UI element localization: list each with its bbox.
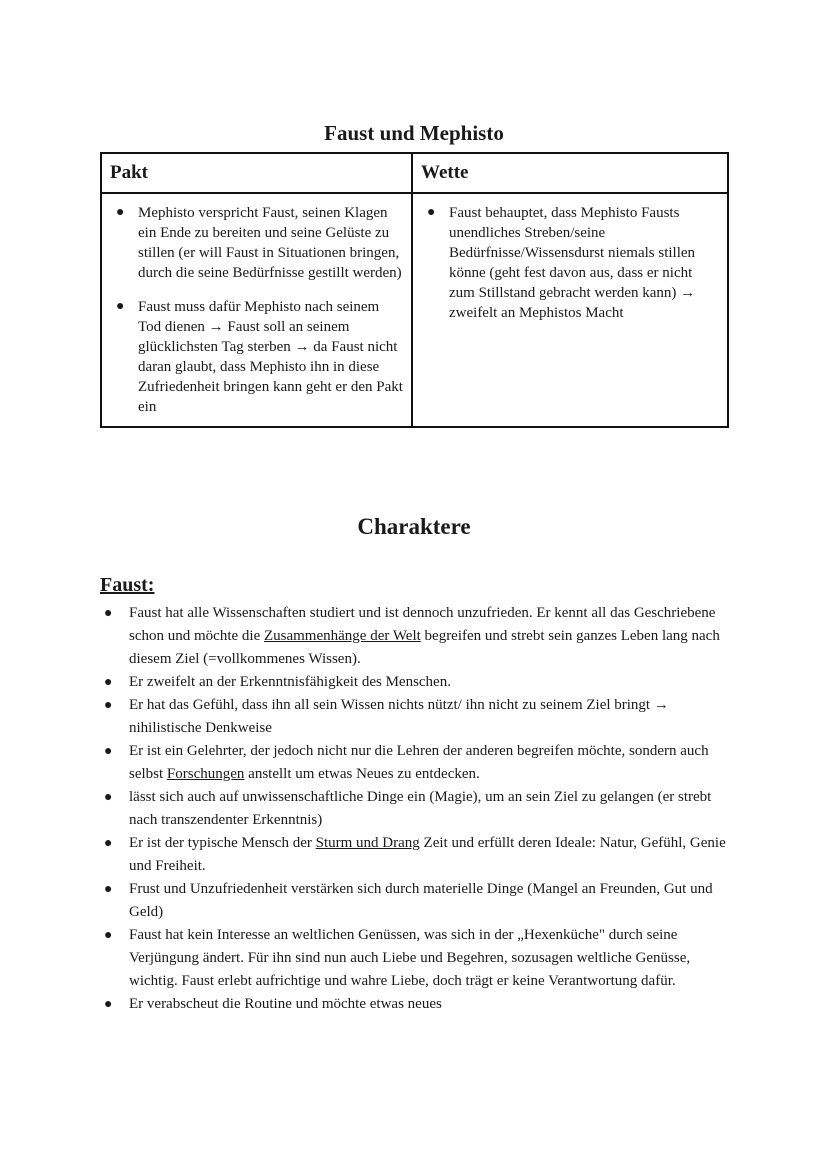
- list-item: [100, 878, 732, 924]
- bullet-icon: ●: [104, 698, 113, 713]
- bullet-icon: ●: [104, 675, 113, 690]
- underlined-term: Forschungen: [166, 766, 245, 782]
- list-item: [100, 993, 732, 1016]
- trait-text: Er ist der typische Mensch der: [129, 835, 316, 851]
- table-header-wette: Wette: [412, 153, 728, 193]
- table-row: [101, 193, 728, 427]
- list-item: [100, 671, 732, 694]
- bullet-icon: ●: [104, 997, 113, 1012]
- list-item: [100, 602, 732, 671]
- bullet-icon: ●: [427, 205, 436, 220]
- table-header-row: [101, 153, 728, 193]
- trait-text-continued: begreifen und strebt sein ganzes Leben lang nach diesem Ziel (=vollkommenes Wissen).: [129, 628, 720, 667]
- list-item: [100, 786, 732, 832]
- faust-trait-list: [100, 602, 732, 1016]
- trait-text: Faust hat alle Wissenschaften studiert und ist dennoch unzufrieden. Er kennt all das Geschriebene schon und möchte die: [129, 605, 716, 644]
- trait-text: Er zweifelt an der Erkenntnisfähigkeit des Menschen.: [129, 674, 451, 690]
- pakt-list: [110, 203, 403, 417]
- bullet-icon: ●: [116, 205, 125, 220]
- bullet-icon: ●: [104, 928, 113, 943]
- bullet-icon: ●: [104, 836, 113, 851]
- bullet-icon: ●: [116, 299, 125, 314]
- trait-text-continued: anstellt um etwas Neues zu entdecken.: [244, 766, 480, 782]
- trait-text: Er hat das Gefühl, dass ihn all sein Wissen nichts nützt/ ihn nicht zu seinem Ziel bringt → nihilistische Denkweise: [129, 697, 669, 736]
- bullet-icon: ●: [104, 606, 113, 621]
- pakt-item-text: Faust muss dafür Mephisto nach seinem Tod dienen → Faust soll an seinem glücklichsten Tag sterben → da Faust nicht daran glaubt, dass Mephisto ihn in diese Zufriedenheit bringen kann geht er den Pakt ein: [138, 299, 403, 415]
- pakt-cell: [101, 193, 412, 427]
- trait-text: Er verabscheut die Routine und möchte etwas neues: [129, 996, 442, 1012]
- table-header-pakt: Pakt: [101, 153, 412, 193]
- list-item: [110, 203, 403, 283]
- trait-text: Faust hat kein Interesse an weltlichen Genüssen, was sich in der „Hexenküche" durch seine Verjüngung ändert. Für ihn sind nun auch Liebe und Begehren, sozusagen weltliche Genüsse, wichtig. Faust erlebt aufrichtige und wahre Liebe, doch trägt er keine Verantwortung dafür.: [129, 927, 691, 989]
- list-item: [100, 832, 732, 878]
- bullet-icon: ●: [104, 882, 113, 897]
- wette-cell: [412, 193, 728, 427]
- pakt-item-text: Mephisto verspricht Faust, seinen Klagen ein Ende zu bereiten und seine Gelüste zu stillen (er will Faust in Situationen bringen, durch die seine Bedürfnisse gestillt werden): [138, 205, 402, 281]
- trait-text: Frust und Unzufriedenheit verstärken sich durch materielle Dinge (Mangel an Freunden, Gut und Geld): [129, 881, 713, 920]
- underlined-term: Sturm und Drang: [315, 835, 420, 851]
- list-item: [100, 740, 732, 786]
- wette-item-text: Faust behauptet, dass Mephisto Fausts unendliches Streben/seine Bedürfnisse/Wissensdurst niemals stillen könne (geht fest davon aus, dass er nicht zum Stillstand gebracht werden kann) → zweifelt an Mephistos Macht: [449, 205, 696, 321]
- character-heading-faust: Faust:: [100, 574, 155, 596]
- list-item: [100, 694, 732, 740]
- wette-list: [421, 203, 719, 323]
- bullet-icon: ●: [104, 790, 113, 805]
- pakt-wette-table: [100, 152, 729, 428]
- list-item: [421, 203, 719, 323]
- list-item: [100, 924, 732, 993]
- trait-text: lässt sich auch auf unwissenschaftliche Dinge ein (Magie), um an sein Ziel zu gelangen (er strebt nach transzendenter Erkenntnis): [129, 789, 712, 828]
- trait-text-continued: Zeit und erfüllt deren Ideale: Natur, Gefühl, Genie und Freiheit.: [129, 835, 726, 874]
- underlined-term: Zusammenhänge der Welt: [263, 628, 421, 644]
- document-title: Faust und Mephisto: [324, 121, 504, 145]
- trait-text: Er ist ein Gelehrter, der jedoch nicht nur die Lehren der anderen begreifen möchte, sondern auch selbst: [129, 743, 709, 782]
- section-title-charaktere: Charaktere: [357, 514, 471, 539]
- bullet-icon: ●: [104, 744, 113, 759]
- list-item: [110, 297, 403, 417]
